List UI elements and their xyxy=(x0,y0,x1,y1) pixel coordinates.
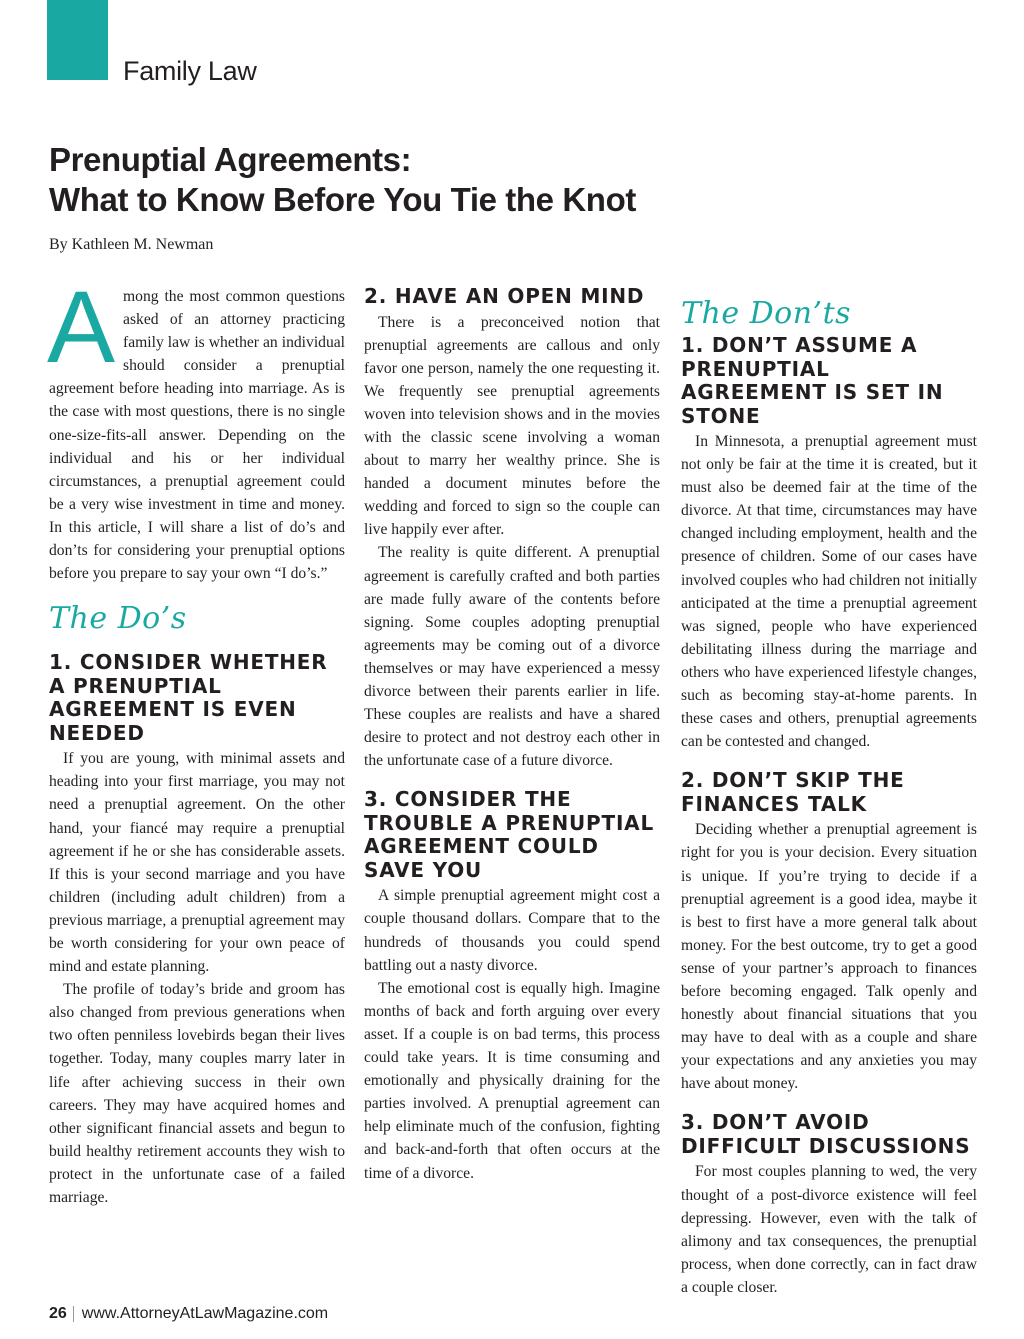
do-2-paragraph-2: The reality is quite different. A prenuptial agreement is carefully crafted and both parties are made fully aware of the contents before signing. Some couples adopting prenuptial agreements may be coming out of a divorce themselves or may have experienced a messy divorce between their parents earlier in life. These couples are realists and have a shared desire to protect and not destroy each other in the unfortunate case of a future divorce. xyxy=(364,544,660,770)
title-line-2: What to Know Before You Tie the Knot xyxy=(49,181,636,218)
page-number: 26 xyxy=(49,1305,67,1322)
page-footer xyxy=(49,1305,328,1323)
article-title xyxy=(49,140,949,220)
dont-3-heading: 3. DON’T AVOID DIFFICULT DISCUSSIONS xyxy=(681,1110,971,1158)
dont-3-paragraph-1: For most couples planning to wed, the very thought of a post-divorce existence will feel depressing. However, even with the talk of alimony and tax consequences, the prenuptial process, when done correctly, can in fact draw a couple closer. xyxy=(681,1163,977,1296)
column-1 xyxy=(47,270,345,1209)
do-1-paragraph-1: If you are young, with minimal assets and heading into your first marriage, you may not need a prenuptial agreement. On the other hand, your fiancé may require a prenuptial agreement if he or she has considerable assets. If this is your second marriage and you have children (including adult children) from a previous marriage, a prenuptial agreement may be worth considering for your own peace of mind and estate planning. xyxy=(49,750,345,976)
do-2-heading: 2. HAVE AN OPEN MIND xyxy=(364,284,645,308)
column-2 xyxy=(364,285,660,1185)
dos-heading: The Do’s xyxy=(49,601,187,637)
do-3-heading: 3. CONSIDER THE TROUBLE A PRENUPTIAL AGREEMENT COULD SAVE YOU xyxy=(364,787,655,882)
do-3-paragraph-2: The emotional cost is equally high. Imagine months of back and forth arguing over every asset. If a couple is on bad terms, this process could take years. It is time consuming and emotionally and physically draining for the parties involved. A prenuptial agreement can help eliminate much of the confusion, fighting and back-and-forth that often occurs at the time of a divorce. xyxy=(364,979,660,1182)
dont-2-heading: 2. DON’T SKIP THE FINANCES TALK xyxy=(681,768,905,816)
do-2-paragraph-1: There is a preconceived notion that prenuptial agreements are callous and only favor one person, namely the one requesting it. We frequently see prenuptial agreements woven into television shows and in the movies with the classic scene involving a woman about to marry her wealthy prince. She is handed a document minutes before the wedding and forced to sign so the couple can live happily ever after. xyxy=(364,313,660,539)
footer-website[interactable]: www.AttorneyAtLawMagazine.com xyxy=(81,1305,329,1322)
footer-divider xyxy=(73,1306,74,1322)
donts-heading: The Don’ts xyxy=(681,296,852,331)
drop-cap: A xyxy=(47,270,116,384)
section-label: Family Law xyxy=(123,56,257,86)
intro-text: mong the most common questions asked of an attorney practicing family law is whether an individual should consider a prenuptial agreement before heading into marriage. As is the case with most questions, there is no single one-size-fits-all answer. Depending on the individual and his or her individual circumstances, a prenuptial agreement could be a very wise investment in time and money. In this article, I will share a list of do’s and don’ts for considering your prenuptial options before you prepare to say your own “I do’s.” xyxy=(49,288,345,583)
column-3 xyxy=(681,296,977,1299)
intro-paragraph xyxy=(47,270,345,585)
dont-1-paragraph-1: In Minnesota, a prenuptial agreement must not only be fair at the time it is created, but it must also be deemed fair at the time of the divorce. At that time, circumstances may have changed including employment, health and the presence of children. Some of our cases have involved couples who had children not initially anticipated at the time a prenuptial agreement was signed, people who have experienced debilitating illness during the marriage and others who have experienced lifestyle changes, such as becoming stay-at-home parents. In these cases and others, prenuptial agreements can be contested and changed. xyxy=(681,433,977,751)
section-color-tab xyxy=(47,0,108,80)
do-3-paragraph-1: A simple prenuptial agreement might cost a couple thousand dollars. Compare that to the hundreds of thousands you could spend battling out a nasty divorce. xyxy=(364,887,660,974)
do-1-paragraph-2: The profile of today’s bride and groom has also changed from previous generations when two often penniless lovebirds began their lives together. Today, many couples marry later in life after achieving success in their own careers. They may have acquired homes and other significant financial assets and begun to build healthy retirement accounts they wish to protect in the unfortunate case of a failed marriage. xyxy=(49,981,345,1206)
do-1-heading: 1. CONSIDER WHETHER A PRENUPTIAL AGREEMENT IS EVEN NEEDED xyxy=(49,650,328,745)
dont-1-heading: 1. DON’T ASSUME A PRENUPTIAL AGREEMENT IS SET IN STONE xyxy=(681,333,944,428)
dont-2-paragraph-1: Deciding whether a prenuptial agreement is right for you is your decision. Every situation is unique. If you’re trying to decide if a prenuptial agreement is a good idea, maybe it is best to first have a more general talk about money. For the best outcome, try to get a good sense of your partner’s approach to finances before becoming engaged. Talk openly and honestly about financial situations that you may have to deal with as a couple and share your expectations and any anxieties you may have about money. xyxy=(681,821,977,1093)
byline: By Kathleen M. Newman xyxy=(49,236,214,253)
title-line-1: Prenuptial Agreements: xyxy=(49,141,412,178)
